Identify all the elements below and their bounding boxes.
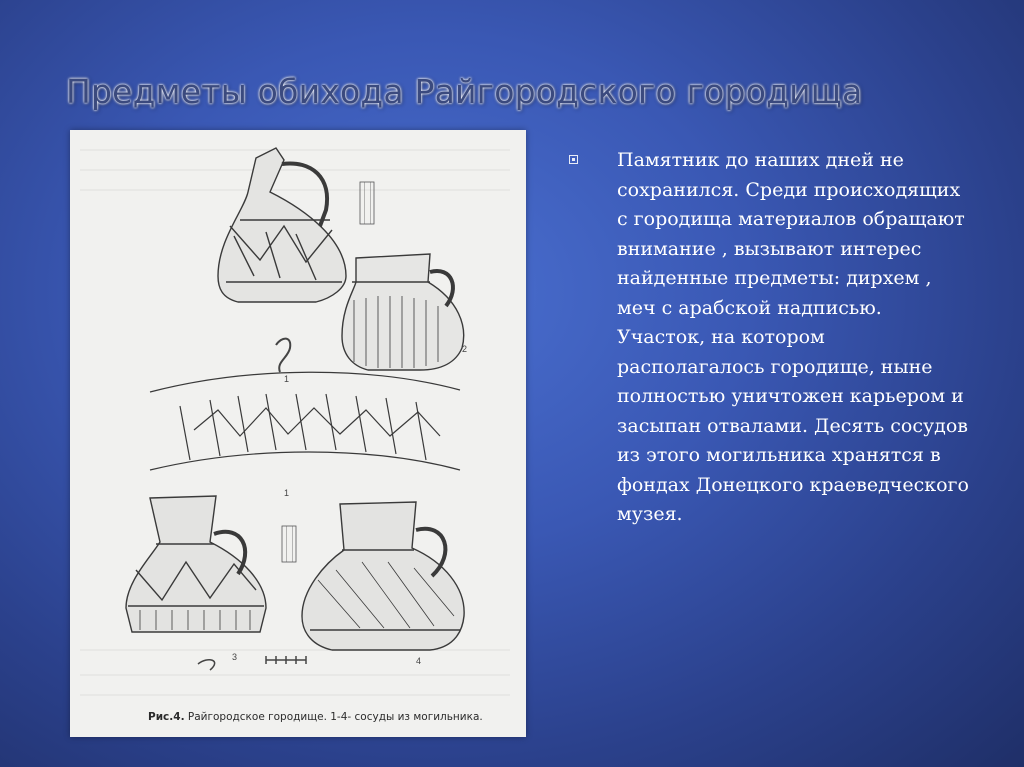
vessel-4 (302, 502, 464, 650)
vessel-2 (342, 254, 464, 370)
archaeology-figure (70, 130, 526, 737)
slide-title: Предметы обихода Райгородского городища (66, 72, 863, 111)
figure-caption-text: Райгородское городище. 1-4- сосуды из могильника. (184, 711, 483, 723)
figure-label-4: 4 (416, 656, 422, 666)
figure-label-1b: 1 (284, 488, 290, 498)
vessels-drawing (70, 130, 526, 737)
square-bullet-icon (569, 155, 578, 164)
figure-label-1: 1 (284, 374, 290, 384)
figure-label-2: 2 (462, 344, 468, 354)
vessel-3 (126, 496, 296, 632)
ornament-band (150, 372, 460, 470)
figure-caption (148, 711, 483, 723)
bullet-text: Памятник до наших дней не сохранился. Среди происходящих с городища материалов обращают внимание , вызывают интерес найденные предметы: дирхем , меч с арабской надписью. Участок, на котором располагалось городище, ныне полностью уничтожен карьером и засыпан отвалами. Десять сосудов из этого могильника хранятся в фондах Донецкого краеведческого музея. (617, 149, 969, 525)
vessel-1 (218, 148, 374, 302)
figure-caption-label: Рис.4. (148, 711, 185, 723)
figure-label-3: 3 (232, 652, 238, 662)
